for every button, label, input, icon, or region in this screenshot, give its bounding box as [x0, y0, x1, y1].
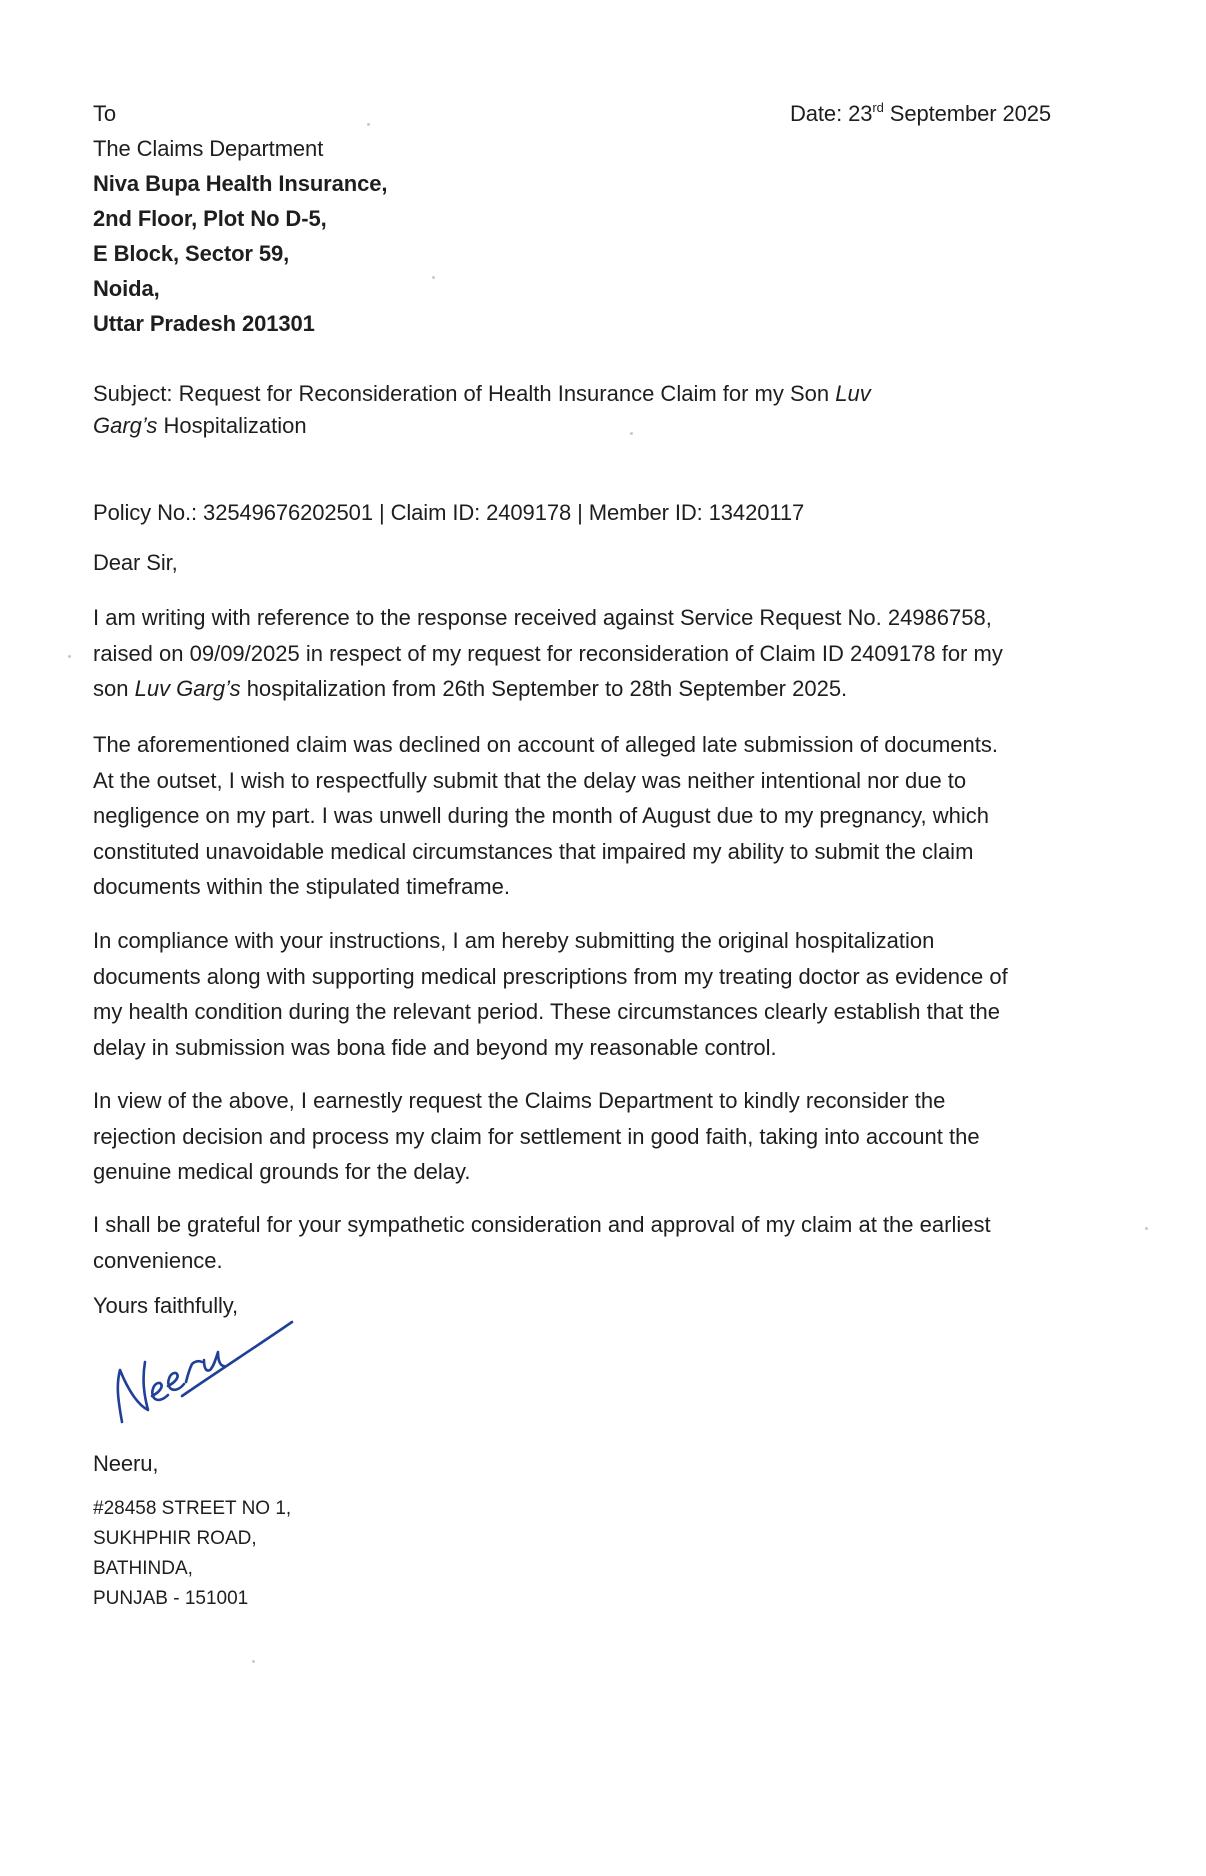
closing: Yours faithfully, [93, 1293, 239, 1318]
sender-address-line: BATHINDA, [93, 1558, 193, 1579]
salutation: Dear Sir, [93, 550, 178, 575]
scan-speck [252, 1660, 255, 1663]
signature-icon [100, 1300, 320, 1440]
paragraph-line: raised on 09/09/2025 in respect of my request for reconsideration of Claim ID 2409178 for my [93, 640, 1003, 666]
recipient-address-line: E Block, Sector 59, [93, 241, 290, 266]
subject-name-italic: Luv [835, 381, 871, 406]
paragraph-line: negligence on my part. I was unwell during the month of August due to my pregnancy, which [93, 803, 989, 828]
paragraph-line [93, 671, 1173, 707]
son-name-italic: Luv Garg’s [134, 676, 241, 701]
paragraph-line: In view of the above, I earnestly request the Claims Department to kindly reconsider the [93, 1088, 946, 1113]
paragraph-line: convenience. [93, 1247, 223, 1273]
paragraph-line: In compliance with your instructions, I am hereby submitting the original hospitalization [93, 928, 935, 953]
sender-address-line: #28458 STREET NO 1, [93, 1498, 292, 1519]
recipient-address-line: 2nd Floor, Plot No D-5, [93, 206, 327, 231]
scan-speck [1145, 1227, 1148, 1230]
scan-speck [432, 276, 435, 279]
body-paragraph-5 [93, 1207, 1173, 1278]
scan-speck [68, 655, 71, 658]
text: son [93, 676, 135, 701]
body-paragraph-4 [93, 1083, 1173, 1190]
recipient-block [93, 96, 387, 341]
sender-address-line: SUKHPHIR ROAD, [93, 1528, 257, 1549]
text: hospitalization from 26th September to 28th September 2025. [240, 676, 848, 701]
scan-speck [367, 123, 370, 126]
paragraph-line: delay in submission was bona fide and beyond my reasonable control. [93, 1034, 777, 1060]
recipient-state-pin: Uttar Pradesh 201301 [93, 311, 315, 336]
subject-text: Hospitalization [157, 413, 307, 438]
paragraph-line: documents within the stipulated timeframe. [93, 874, 510, 899]
recipient-city: Noida, [93, 276, 160, 301]
paragraph-line: At the outset, I wish to respectfully submit that the delay was neither intentional nor due to [93, 767, 967, 793]
paragraph-line: documents along with supporting medical prescriptions from my treating doctor as evidence of [93, 963, 1008, 989]
sender-name: Neeru, [93, 1451, 159, 1476]
paragraph-line: constituted unavoidable medical circumstances that impaired my ability to submit the claim [93, 838, 974, 864]
paragraph-line: I am writing with reference to the response received against Service Request No. 24986758, [93, 605, 992, 630]
recipient-company: Niva Bupa Health Insurance, [93, 171, 388, 196]
paragraph-line: my health condition during the relevant period. These circumstances clearly establish that the [93, 999, 1000, 1024]
policy-reference: Policy No.: 32549676202501 | Claim ID: 2409178 | Member ID: 13420117 [93, 500, 805, 525]
subject-name-italic: Garg’s [93, 413, 158, 438]
scan-speck [630, 432, 633, 435]
body-paragraph-2 [93, 727, 1173, 905]
paragraph-line: I shall be grateful for your sympathetic consideration and approval of my claim at the earliest [93, 1212, 991, 1237]
body-paragraph-1 [93, 600, 1173, 707]
subject-text: Subject: Request for Reconsideration of Health Insurance Claim for my Son [93, 381, 836, 406]
paragraph-line: genuine medical grounds for the delay. [93, 1159, 471, 1184]
sender-address-line: PUNJAB - 151001 [93, 1588, 249, 1609]
date-month-year: September 2025 [883, 101, 1052, 126]
recipient-department: The Claims Department [93, 136, 324, 161]
date-ordinal: rd [872, 100, 884, 115]
date-day: Date: 23 [790, 101, 873, 126]
sender-address [93, 1494, 291, 1614]
body-paragraph-3 [93, 923, 1173, 1065]
subject-line [93, 378, 871, 442]
paragraph-line: rejection decision and process my claim for settlement in good faith, taking into account the [93, 1123, 980, 1149]
paragraph-line: The aforementioned claim was declined on account of alleged late submission of documents. [93, 732, 998, 757]
letter-date [790, 96, 1051, 131]
recipient-to: To [93, 101, 117, 126]
